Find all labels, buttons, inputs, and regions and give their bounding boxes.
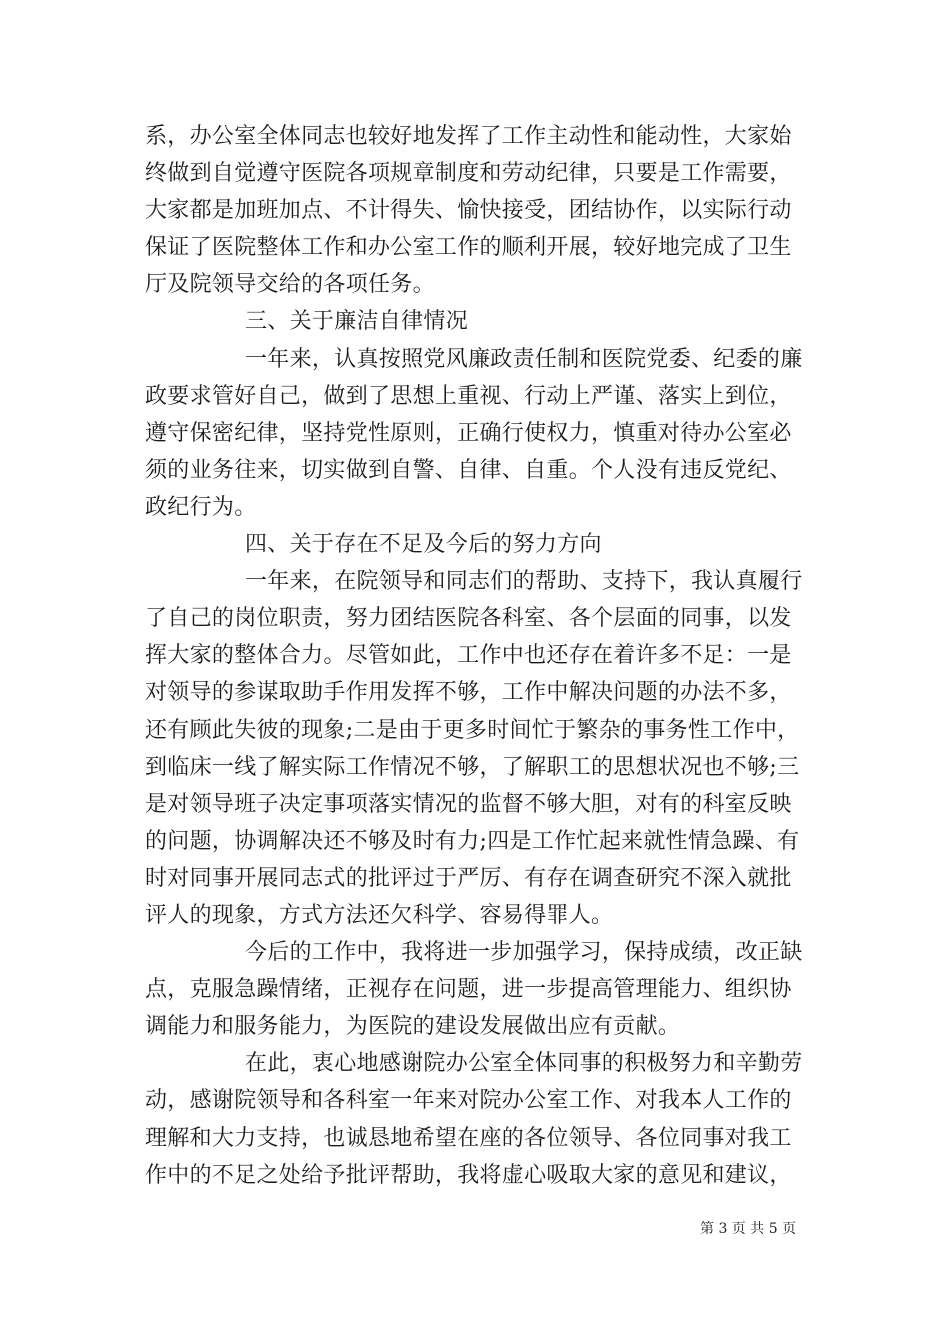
text-line: 一年来，认真按照党风廉政责任制和医院党委、纪委的廉 [245, 346, 803, 372]
text-line: 是对领导班子决定事项落实情况的监督不够大胆，对有的科室反映 [145, 791, 792, 817]
text-line: 时对同事开展同志式的批评过于严厉、有存在调查研究不深入就批 [145, 865, 792, 891]
body-text [145, 118, 810, 1194]
text-line: 的问题，协调解决还不够及时有力;四是工作忙起来就性情急躁、有 [145, 828, 800, 854]
text-line: 在此，衷心地感谢院办公室全体同事的积极努力和辛勤劳 [245, 1051, 803, 1077]
text-line: 动，感谢院领导和各科室一年来对院办公室工作、对我本人工作的 [145, 1088, 792, 1114]
text-line: 遵守保密纪律，坚持党性原则，正确行使权力，慎重对待办公室必 [145, 420, 792, 446]
text-line: 挥大家的整体合力。尽管如此，工作中也还存在着许多不足：一是 [145, 643, 792, 669]
text-line: 了自己的岗位职责，努力团结医院各科室、各个层面的同事，以发 [145, 606, 792, 632]
text-line: 保证了医院整体工作和办公室工作的顺利开展，较好地完成了卫生 [145, 235, 792, 261]
text-line: 政纪行为。 [145, 494, 257, 520]
text-line: 终做到自觉遵守医院各项规章制度和劳动纪律，只要是工作需要， [145, 161, 792, 187]
text-line: 今后的工作中，我将进一步加强学习，保持成绩，改正缺 [245, 940, 803, 966]
text-line: 对领导的参谋取助手作用发挥不够，工作中解决问题的办法不多， [145, 680, 792, 706]
text-line: 理解和大力支持，也诚恳地希望在座的各位领导、各位同事对我工 [145, 1125, 792, 1151]
section-heading: 四、关于存在不足及今后的努力方向 [245, 532, 602, 558]
text-line: 到临床一线了解实际工作情况不够，了解职工的思想状况也不够;三 [145, 754, 800, 780]
text-line: 作中的不足之处给予批评帮助，我将虚心吸取大家的意见和建议， [145, 1162, 792, 1188]
text-line: 调能力和服务能力，为医院的建设发展做出应有贡献。 [145, 1014, 681, 1040]
section-heading: 三、关于廉洁自律情况 [245, 309, 469, 335]
text-line: 政要求管好自己，做到了思想上重视、行动上严谨、落实上到位， [145, 383, 792, 409]
text-line: 评人的现象，方式方法还欠科学、容易得罪人。 [145, 902, 614, 928]
text-line: 点，克服急躁情绪，正视存在问题，进一步提高管理能力、组织协 [145, 977, 792, 1003]
text-line: 须的业务往来，切实做到自警、自律、自重。个人没有违反党纪、 [145, 457, 792, 483]
text-line: 厅及院领导交给的各项任务。 [145, 272, 435, 298]
page-number: 第 3 页 共 5 页 [700, 1221, 797, 1237]
text-line: 大家都是加班加点、不计得失、愉快接受，团结协作，以实际行动 [145, 198, 792, 224]
text-line: 还有顾此失彼的现象;二是由于更多时间忙于繁杂的事务性工作中， [145, 717, 800, 743]
text-line: 一年来，在院领导和同志们的帮助、支持下，我认真履行 [245, 569, 803, 595]
text-line: 系，办公室全体同志也较好地发挥了工作主动性和能动性，大家始 [145, 124, 792, 149]
